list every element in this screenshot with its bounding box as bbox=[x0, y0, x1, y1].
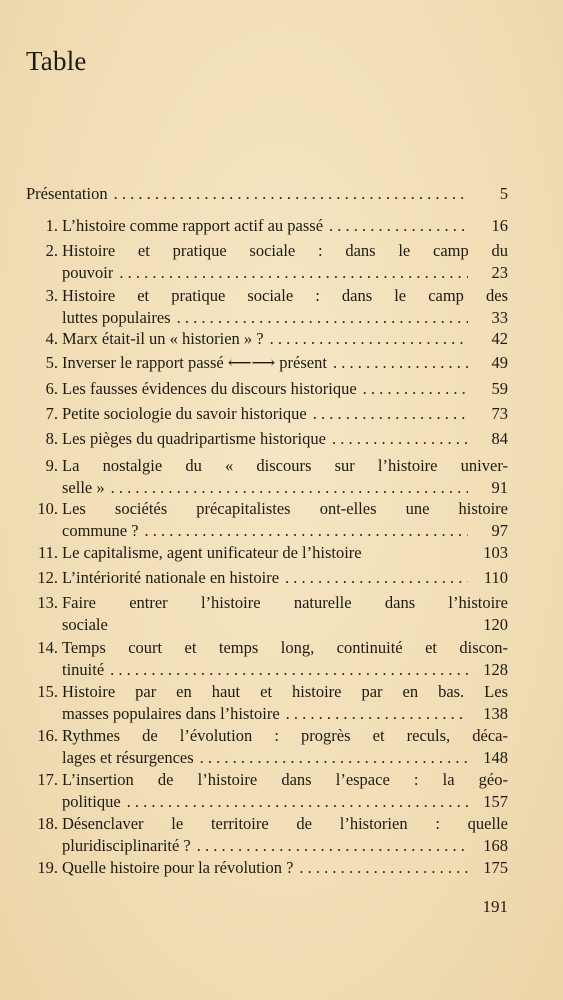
toc-page-number: 97 bbox=[491, 521, 508, 540]
toc-line bbox=[26, 215, 508, 237]
toc-entry-title: lages et résurgences bbox=[62, 748, 194, 767]
toc-entry-title: Temps court et temps long, continuité et discon- bbox=[62, 638, 508, 657]
chapter-number: 3. bbox=[45, 286, 58, 305]
dot-leader bbox=[139, 520, 468, 542]
dot-leader bbox=[307, 403, 468, 425]
chapter-number: 15. bbox=[37, 682, 58, 701]
toc-entry bbox=[26, 240, 508, 284]
toc-page-number: 128 bbox=[483, 660, 508, 679]
toc-entry bbox=[26, 567, 508, 589]
toc-entry-title: selle » bbox=[62, 478, 105, 497]
toc-line bbox=[26, 637, 508, 659]
chapter-number: 4. bbox=[45, 329, 58, 348]
toc-page-number: 23 bbox=[491, 263, 508, 282]
toc-entry-title: Rythmes de l’évolution : progrès et reculs, déca- bbox=[62, 726, 508, 745]
toc-entry-title: Histoire et pratique sociale : dans le camp du bbox=[62, 241, 508, 260]
chapter-number: 7. bbox=[45, 404, 58, 423]
toc-page-number: 73 bbox=[491, 404, 508, 423]
toc-page-number: 120 bbox=[483, 615, 508, 634]
toc-line bbox=[26, 498, 508, 520]
toc-entry-title: Quelle histoire pour la révolution ? bbox=[62, 858, 294, 877]
dot-leader bbox=[323, 215, 468, 237]
toc-line bbox=[26, 725, 508, 747]
toc-line bbox=[26, 659, 508, 681]
dot-leader bbox=[194, 747, 468, 769]
toc-page-number: 33 bbox=[491, 308, 508, 327]
toc-entry-title: pluridisciplinarité ? bbox=[62, 836, 191, 855]
toc-entry bbox=[26, 428, 508, 450]
toc-entry-title: Désenclaver le territoire de l’historien : quelle bbox=[62, 814, 508, 833]
dot-leader bbox=[280, 703, 468, 725]
dot-leader bbox=[171, 307, 468, 329]
toc-entry bbox=[26, 637, 508, 681]
toc-page-number: 148 bbox=[483, 748, 508, 767]
toc-line bbox=[26, 681, 508, 703]
toc-entry-title: luttes populaires bbox=[62, 308, 171, 327]
toc-entry-title: Le capitalisme, agent unificateur de l’histoire bbox=[62, 543, 362, 562]
toc-entry bbox=[26, 498, 508, 542]
toc-line bbox=[26, 614, 508, 636]
dot-leader bbox=[279, 567, 468, 589]
toc-entry bbox=[26, 769, 508, 813]
toc-entry-title: Inverser le rapport passé ⟵⟶ présent bbox=[62, 353, 327, 372]
toc-line bbox=[26, 328, 508, 350]
toc-line bbox=[26, 352, 508, 374]
chapter-number: 13. bbox=[37, 593, 58, 612]
toc-line bbox=[26, 183, 508, 205]
toc-line bbox=[26, 477, 508, 499]
toc-page-number: 49 bbox=[491, 353, 508, 372]
page-number: 191 bbox=[482, 897, 508, 916]
toc-entry-title: Petite sociologie du savoir historique bbox=[62, 404, 307, 423]
toc-line bbox=[26, 703, 508, 725]
toc-line bbox=[26, 769, 508, 791]
toc-page-number: 157 bbox=[483, 792, 508, 811]
chapter-number: 19. bbox=[37, 858, 58, 877]
toc-line bbox=[26, 813, 508, 835]
toc-page-number: 110 bbox=[483, 568, 508, 587]
toc-entry-title: L’histoire comme rapport actif au passé bbox=[62, 216, 324, 235]
toc-line bbox=[26, 307, 508, 329]
toc-entry-title: Présentation bbox=[26, 184, 108, 203]
toc-entry bbox=[26, 285, 508, 329]
toc-entry bbox=[26, 215, 508, 237]
dot-leader bbox=[293, 857, 468, 879]
toc-entry bbox=[26, 592, 508, 636]
page-title: Table bbox=[26, 46, 87, 76]
toc-entry-title: tinuité bbox=[62, 660, 105, 679]
chapter-number: 6. bbox=[45, 379, 58, 398]
toc-entry-presentation bbox=[26, 183, 508, 205]
toc-line bbox=[26, 567, 508, 589]
toc-entry-title: L’intériorité nationale en histoire bbox=[62, 568, 280, 587]
toc-entry-title: Les pièges du quadripartisme historique bbox=[62, 429, 326, 448]
dot-leader bbox=[357, 378, 468, 400]
toc-entry bbox=[26, 857, 508, 879]
toc-entry-title: La nostalgie du « discours sur l’histoire univer- bbox=[62, 456, 508, 475]
toc-line bbox=[26, 240, 508, 262]
toc-page-number: 42 bbox=[491, 329, 508, 348]
toc-page-number: 91 bbox=[491, 478, 508, 497]
chapter-number: 18. bbox=[37, 814, 58, 833]
toc-line bbox=[26, 542, 508, 564]
toc-entry-title: Les fausses évidences du discours historique bbox=[62, 379, 357, 398]
toc-entry bbox=[26, 725, 508, 769]
toc-entry bbox=[26, 378, 508, 400]
chapter-number: 8. bbox=[45, 429, 58, 448]
toc-page-number: 59 bbox=[491, 379, 508, 398]
toc-entry-title: Faire entrer l’histoire naturelle dans l’histoire bbox=[62, 593, 508, 612]
toc-entry bbox=[26, 813, 508, 857]
chapter-number: 12. bbox=[37, 568, 58, 587]
dot-leader bbox=[191, 835, 468, 857]
toc-line bbox=[26, 262, 508, 284]
toc-entry bbox=[26, 542, 508, 564]
toc-page-number: 5 bbox=[499, 184, 508, 203]
toc-entry bbox=[26, 455, 508, 499]
chapter-number: 14. bbox=[37, 638, 58, 657]
toc-line bbox=[26, 857, 508, 879]
toc-entry-title: Marx était-il un « historien » ? bbox=[62, 329, 264, 348]
toc-entry bbox=[26, 403, 508, 425]
chapter-number: 11. bbox=[37, 543, 58, 562]
chapter-number: 10. bbox=[37, 499, 58, 518]
dot-leader bbox=[105, 477, 468, 499]
toc-page-number: 103 bbox=[483, 543, 508, 562]
chapter-number: 16. bbox=[37, 726, 58, 745]
toc-entry-title: pouvoir bbox=[62, 263, 114, 282]
toc-line bbox=[26, 285, 508, 307]
toc-page-number: 175 bbox=[483, 858, 508, 877]
toc-line bbox=[26, 378, 508, 400]
toc-line bbox=[26, 455, 508, 477]
toc-line bbox=[26, 791, 508, 813]
toc-entry bbox=[26, 352, 508, 374]
dot-leader bbox=[108, 183, 468, 205]
chapter-number: 17. bbox=[37, 770, 58, 789]
toc-line bbox=[26, 428, 508, 450]
toc-line bbox=[26, 747, 508, 769]
toc-line bbox=[26, 403, 508, 425]
dot-leader bbox=[264, 328, 468, 350]
toc-entry bbox=[26, 681, 508, 725]
toc-entry-title: sociale bbox=[62, 615, 108, 634]
dot-leader bbox=[327, 352, 468, 374]
toc-line bbox=[26, 520, 508, 542]
toc-page-number: 16 bbox=[491, 216, 508, 235]
toc-page-number: 168 bbox=[483, 836, 508, 855]
dot-leader bbox=[121, 791, 468, 813]
dot-leader bbox=[113, 262, 468, 284]
chapter-number: 2. bbox=[45, 241, 58, 260]
chapter-number: 1. bbox=[45, 216, 58, 235]
toc-entry-title: Histoire et pratique sociale : dans le camp des bbox=[62, 286, 508, 305]
toc-line bbox=[26, 835, 508, 857]
dot-leader bbox=[104, 659, 468, 681]
toc-entry-title: Histoire par en haut et histoire par en bas. Les bbox=[62, 682, 508, 701]
toc-page-number: 84 bbox=[491, 429, 508, 448]
toc-entry-title: masses populaires dans l’histoire bbox=[62, 704, 280, 723]
toc-entry-title: L’insertion de l’histoire dans l’espace : la géo- bbox=[62, 770, 508, 789]
toc-entry bbox=[26, 328, 508, 350]
toc-entry-title: politique bbox=[62, 792, 121, 811]
toc-page-number: 138 bbox=[483, 704, 508, 723]
toc-entry-title: commune ? bbox=[62, 521, 139, 540]
dot-leader bbox=[326, 428, 468, 450]
chapter-number: 9. bbox=[45, 456, 58, 475]
toc-entry-title: Les sociétés précapitalistes ont-elles une histoire bbox=[62, 499, 508, 518]
chapter-number: 5. bbox=[45, 353, 58, 372]
toc-line bbox=[26, 592, 508, 614]
